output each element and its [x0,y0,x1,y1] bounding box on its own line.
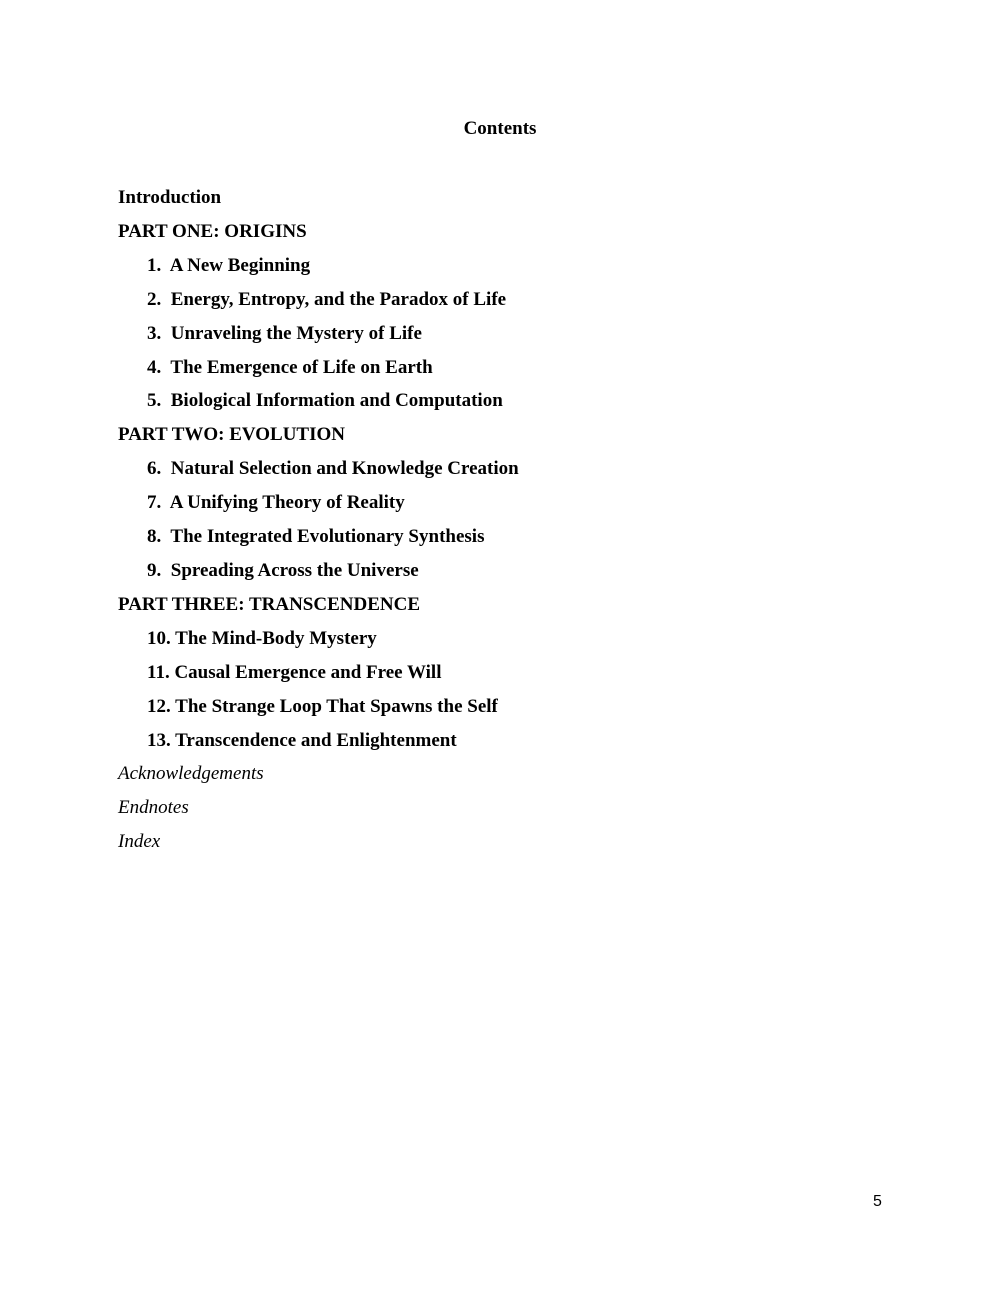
toc-chapter-11: 11. Causal Emergence and Free Will [147,661,442,683]
toc-chapter-12: 12. The Strange Loop That Spawns the Self [147,695,498,717]
toc-chapter-5: 5. Biological Information and Computation [147,390,503,412]
toc-part-three: PART THREE: TRANSCENDENCE [118,593,420,615]
toc-chapter-4: 4. The Emergence of Life on Earth [147,356,433,378]
toc-chapter-9: 9. Spreading Across the Universe [147,559,419,581]
toc-chapter-6: 6. Natural Selection and Knowledge Creation [147,458,519,480]
toc-chapter-3: 3. Unraveling the Mystery of Life [147,322,422,344]
table-of-contents [118,181,519,859]
contents-heading: Contents [463,118,537,139]
toc-entry-introduction: Introduction [118,187,222,208]
toc-entry-index: Index [118,831,161,853]
toc-part-one: PART ONE: ORIGINS [118,220,307,242]
toc-entry-acknowledgements: Acknowledgements [118,763,264,785]
toc-chapter-7: 7. A Unifying Theory of Reality [147,492,405,514]
toc-chapter-1: 1. A New Beginning [147,254,311,276]
toc-chapter-10: 10. The Mind-Body Mystery [147,627,377,649]
toc-entry-endnotes: Endnotes [118,797,189,819]
toc-chapter-2: 2. Energy, Entropy, and the Paradox of Life [147,288,507,310]
toc-chapter-8: 8. The Integrated Evolutionary Synthesis [147,526,485,548]
toc-chapter-13: 13. Transcendence and Enlightenment [147,729,457,751]
page-number: 5 [873,1193,882,1210]
toc-part-two: PART TWO: EVOLUTION [118,424,345,446]
